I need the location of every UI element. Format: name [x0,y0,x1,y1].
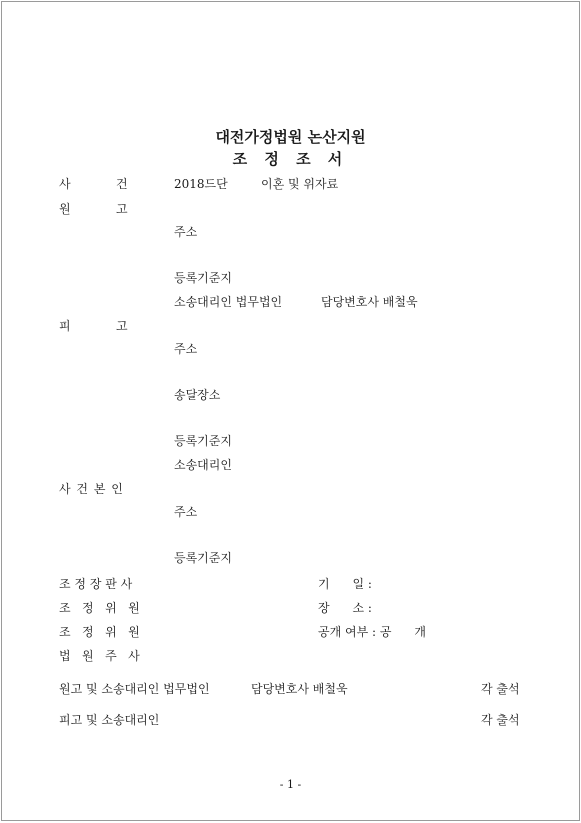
session-place-label: 장 소 : [318,601,372,615]
official-member-1: 조 정 위 원 [59,601,140,615]
attendance-defendant-line: 피고 및 소송대리인 [59,713,160,727]
principal-label: 사 건 본 인 [59,482,124,496]
official-member-2: 조 정 위 원 [59,625,140,639]
attendance-plaintiff-status: 각 출석 [481,682,520,696]
defendant-delivery-label: 송달장소 [174,388,221,402]
case-label-geon: 건 [116,177,128,191]
plaintiff-label-won: 원 [59,202,71,216]
defendant-label-pi: 피 [59,319,71,333]
principal-address-label: 주소 [174,505,198,519]
plaintiff-label-go: 고 [116,202,128,216]
official-clerk: 법 원 주 사 [59,649,140,663]
session-date-label: 기 일 : [318,577,372,591]
plaintiff-address-label: 주소 [174,225,198,239]
defendant-address-label: 주소 [174,342,198,356]
attendance-plaintiff-lawyer: 담당변호사 배철욱 [251,682,348,696]
court-name: 대전가정법원 논산지원 [215,128,366,146]
attendance-plaintiff-line: 원고 및 소송대리인 법무법인 [59,682,210,696]
defendant-registry-label: 등록기준지 [174,434,232,448]
plaintiff-lawyer: 담당변호사 배철욱 [321,295,418,309]
document-title: 조 정 조 서 [232,150,349,168]
defendant-agent-label: 소송대리인 [174,458,232,472]
plaintiff-registry-label: 등록기준지 [174,271,232,285]
defendant-label-go: 고 [116,319,128,333]
attendance-defendant-status: 각 출석 [481,713,520,727]
page-number: - 1 - [279,778,302,791]
official-judge: 조 정 장 판 사 [59,577,133,591]
case-number: 2018드단 [174,177,228,191]
document-page [1,1,580,821]
principal-registry-label: 등록기준지 [174,551,232,565]
case-name: 이혼 및 위자료 [261,177,339,191]
session-public-label: 공개 여부 : 공 개 [318,625,426,639]
plaintiff-agent-label: 소송대리인 법무법인 [174,295,283,309]
case-label-sa: 사 [59,177,71,191]
